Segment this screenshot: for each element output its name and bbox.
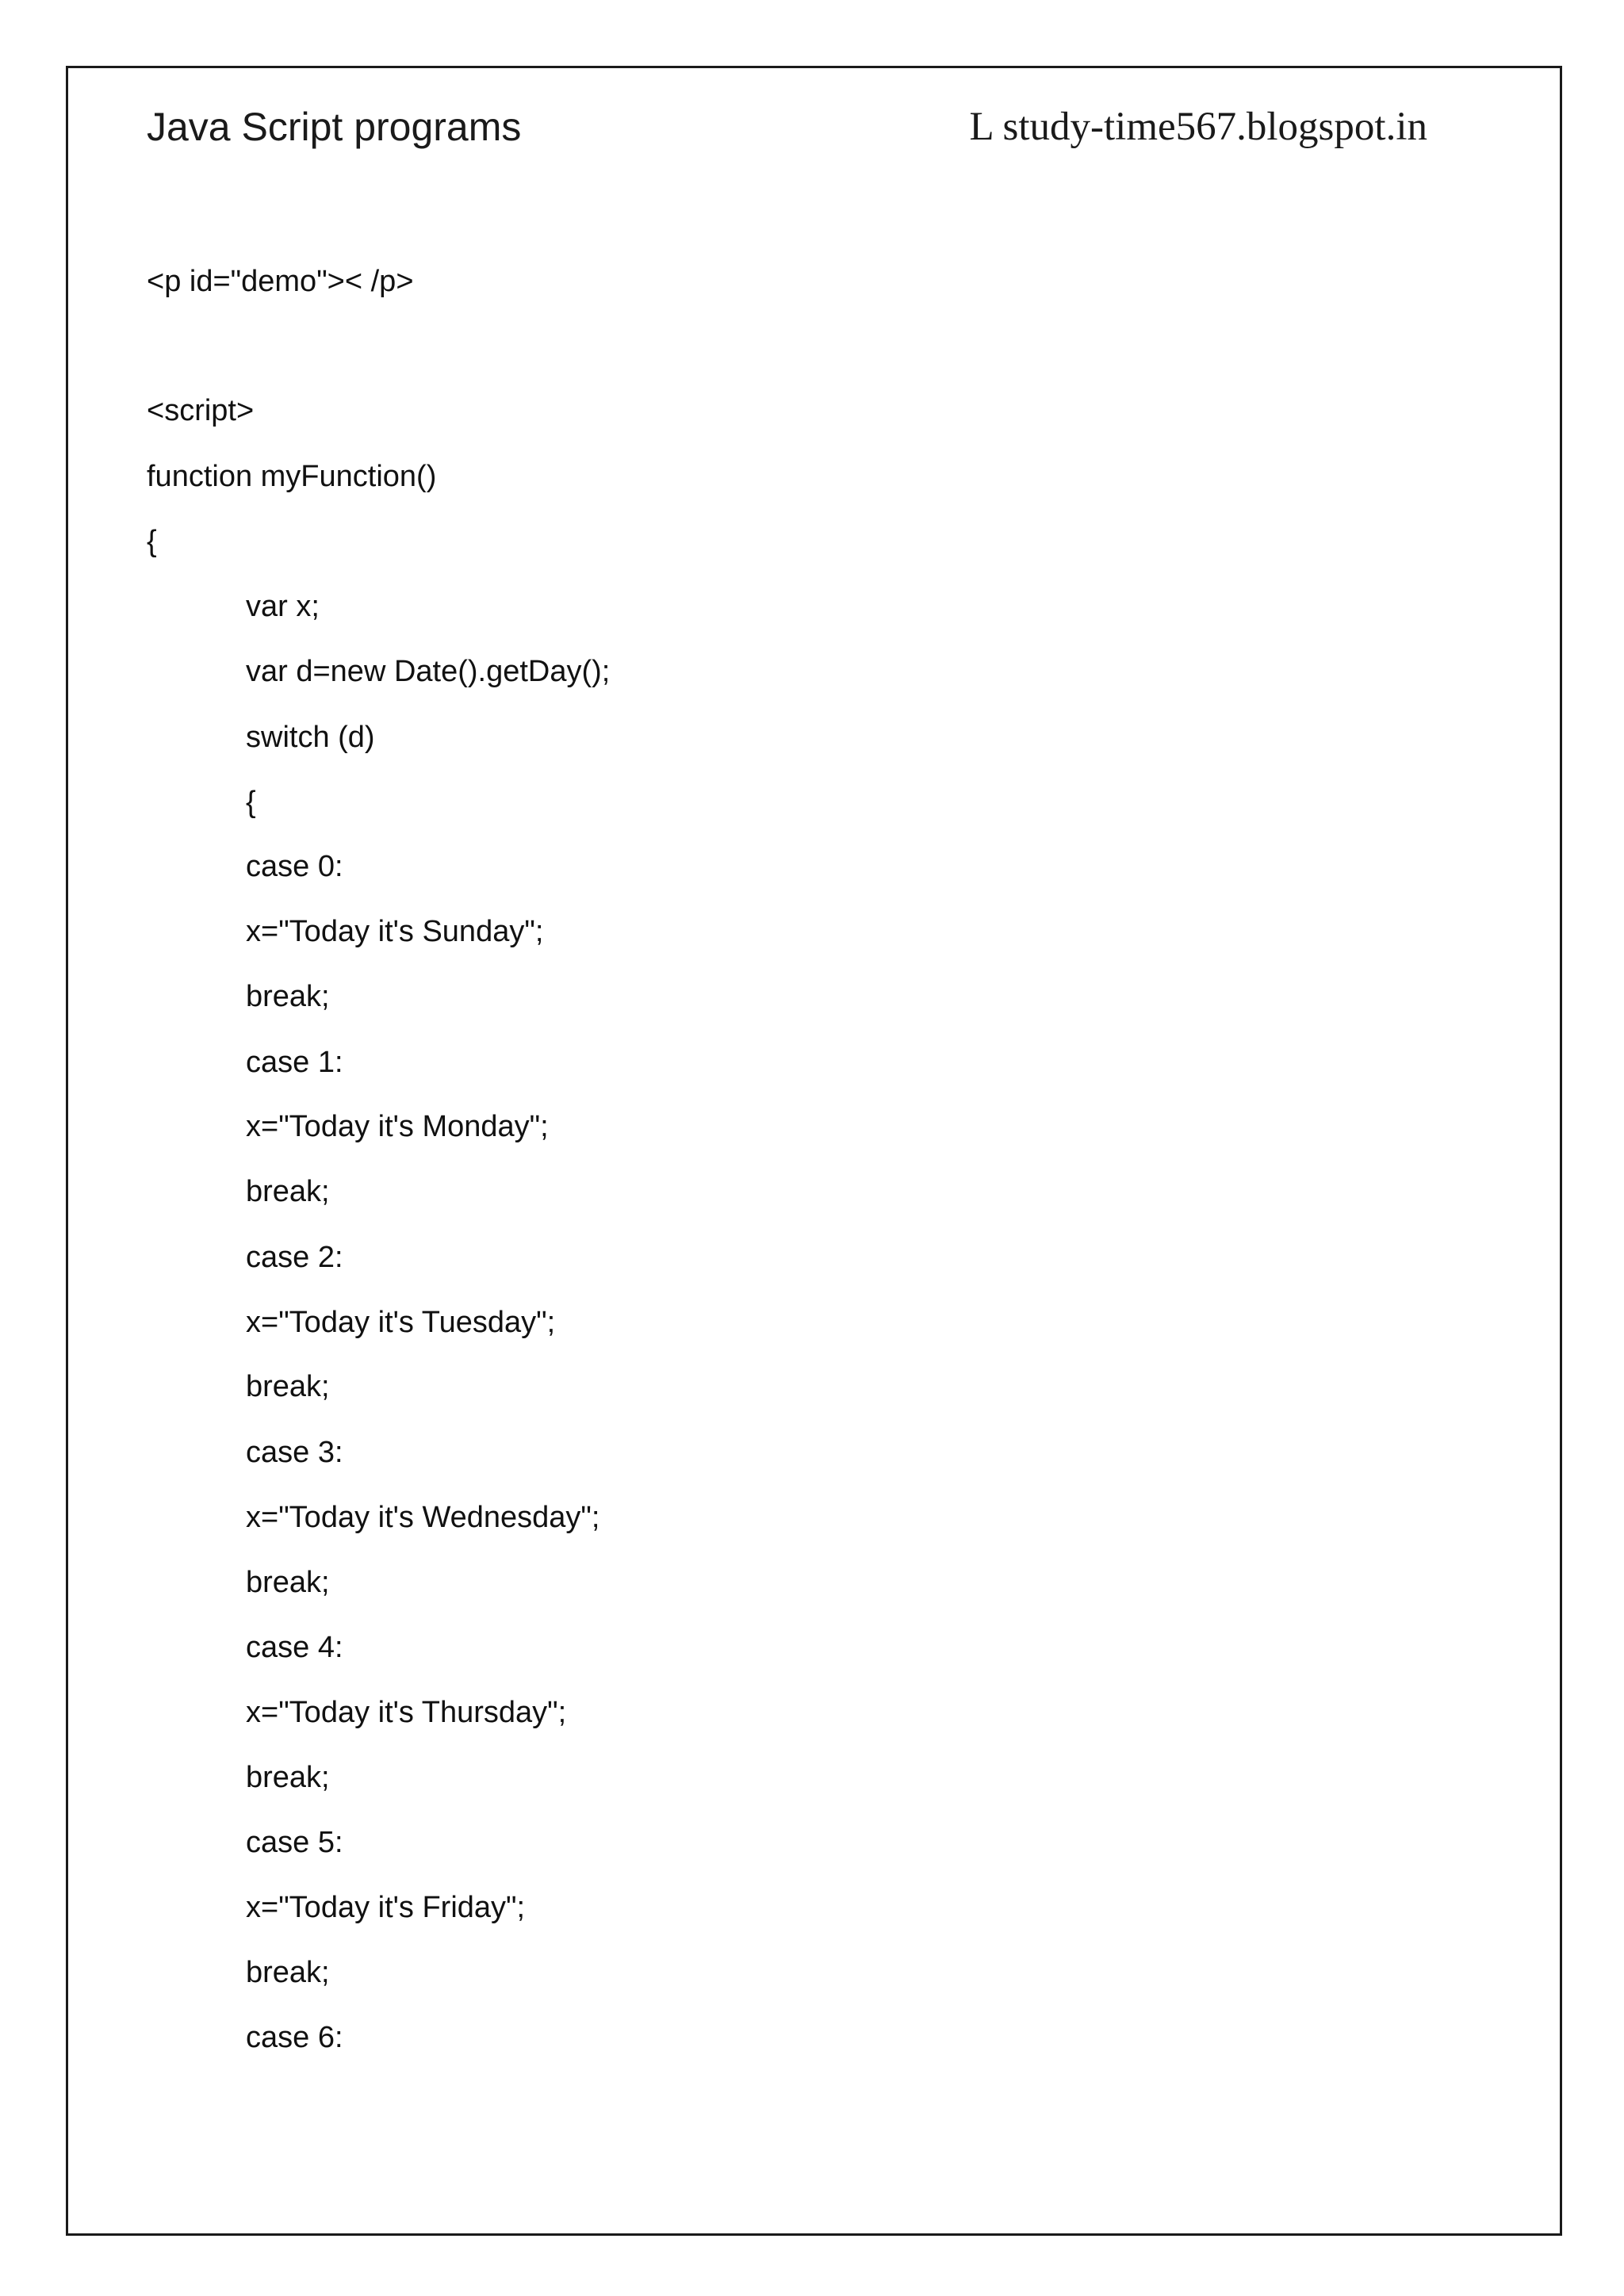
- code-line: case 4:: [246, 1631, 343, 1664]
- code-line: x="Today it's Tuesday";: [246, 1306, 556, 1339]
- code-line: break;: [246, 1175, 330, 1208]
- code-line: <p id="demo">< /p>: [147, 265, 414, 298]
- code-line: x="Today it's Sunday";: [246, 915, 544, 948]
- code-line: case 0:: [246, 850, 343, 883]
- code-line: switch (d): [246, 721, 375, 754]
- code-line: {: [147, 525, 157, 558]
- code-line: {: [246, 786, 256, 819]
- code-line: x="Today it's Thursday";: [246, 1696, 567, 1729]
- code-line: var x;: [246, 590, 320, 623]
- code-line: case 3:: [246, 1436, 343, 1469]
- code-line: x="Today it's Wednesday";: [246, 1501, 600, 1534]
- document-title: Java Script programs: [147, 105, 522, 149]
- code-line: x="Today it's Friday";: [246, 1891, 526, 1924]
- code-line: case 5:: [246, 1826, 343, 1859]
- code-line: break;: [246, 1566, 330, 1599]
- code-line: function myFunction(): [147, 460, 437, 493]
- code-line: case 1:: [246, 1046, 343, 1079]
- code-line: break;: [246, 980, 330, 1013]
- code-line: break;: [246, 1370, 330, 1403]
- code-line: <script>: [147, 394, 255, 427]
- blog-url: L study-time567.blogspot.in: [969, 105, 1427, 149]
- code-line: break;: [246, 1761, 330, 1794]
- code-line: case 2:: [246, 1241, 343, 1274]
- code-line: break;: [246, 1956, 330, 1989]
- code-line: x="Today it's Monday";: [246, 1110, 549, 1143]
- code-line: case 6:: [246, 2021, 343, 2054]
- code-line: var d=new Date().getDay();: [246, 655, 611, 688]
